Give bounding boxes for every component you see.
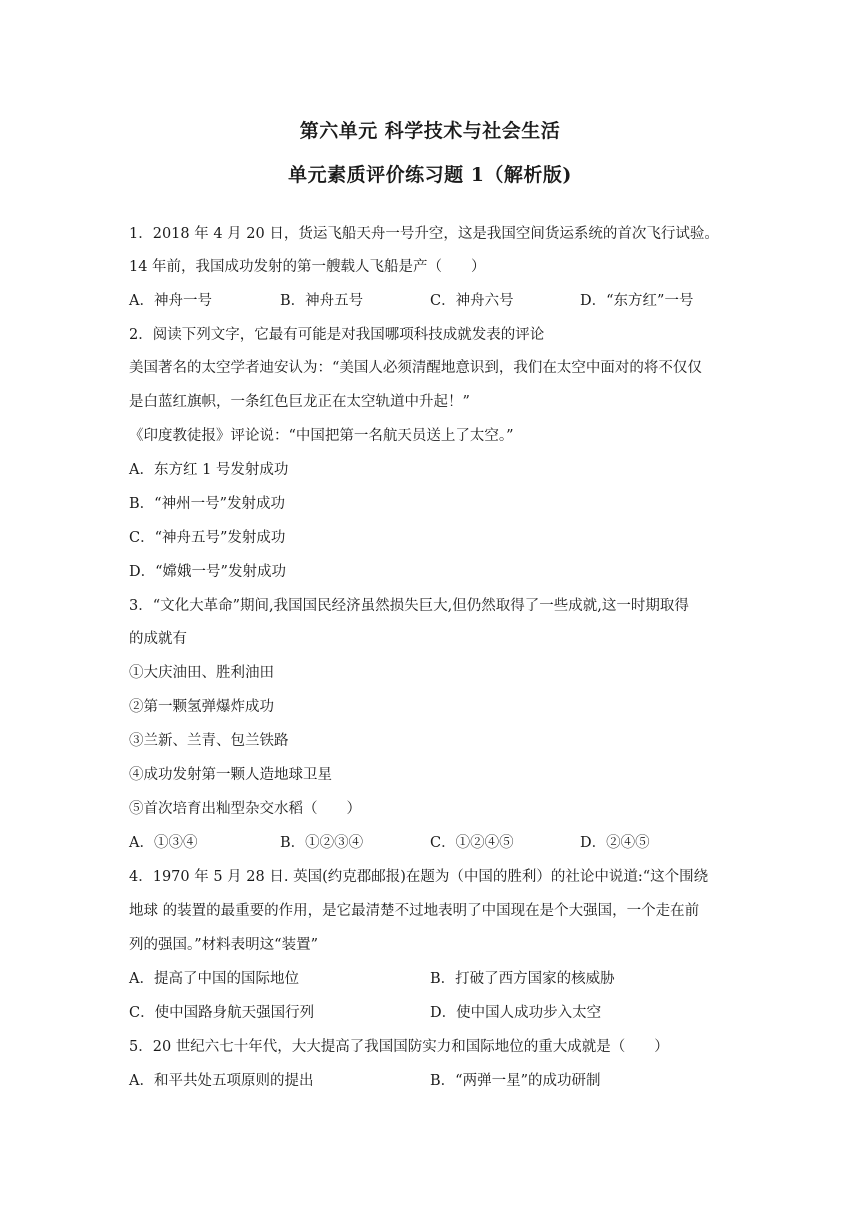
- q1-option-d: D．“东方红”一号: [580, 293, 694, 309]
- q3-option-d: D．②④⑤: [580, 835, 650, 851]
- q3-item-3: ③兰新、兰青、包兰铁路: [129, 733, 289, 749]
- q5-option-b: B．“两弹一星”的成功研制: [430, 1073, 601, 1089]
- q2-option-d: D．“嫦娥一号”发射成功: [129, 564, 286, 580]
- q2-quote-line-3: 《印度教徒报》评论说：“中国把第一名航天员送上了太空。”: [129, 428, 514, 444]
- q3-option-a: A．①③④: [129, 835, 198, 851]
- q5-option-a: A．和平共处五项原则的提出: [129, 1073, 314, 1089]
- q4-option-b: B．打破了西方国家的核威胁: [430, 971, 615, 987]
- q2-quote-line-2: 是白蓝红旗帜，一条红色巨龙正在太空轨道中升起！”: [129, 394, 470, 410]
- q3-stem-line-1: 3．“文化大革命”期间,我国国民经济虽然损失巨大,但仍然取得了一些成就,这一时期取得: [129, 598, 689, 614]
- q2-option-a: A．东方红 1 号发射成功: [129, 462, 289, 478]
- q3-item-1: ①大庆油田、胜利油田: [129, 665, 274, 681]
- q4-option-c: C．使中国路身航天强国行列: [129, 1005, 315, 1021]
- q4-stem-line-3: 列的强国。”材料表明这“装置”: [129, 937, 318, 953]
- q5-stem: 5．20 世纪六七十年代，大大提高了我国国防实力和国际地位的重大成就是（ ）: [129, 1039, 669, 1055]
- q4-option-d: D．使中国人成功步入太空: [430, 1005, 602, 1021]
- q2-quote-line-1: 美国著名的太空学者迪安认为：“美国人必须清醒地意识到，我们在太空中面对的将不仅仅: [129, 360, 702, 376]
- q1-option-c: C．神舟六号: [430, 293, 514, 309]
- q3-item-5: ⑤首次培育出籼型杂交水稻（ ）: [129, 801, 361, 817]
- page-title-line-2: 单元素质评价练习题 1（解析版): [288, 164, 572, 186]
- q2-option-b: B．“神州一号”发射成功: [129, 496, 285, 512]
- q3-item-4: ④成功发射第一颗人造地球卫星: [129, 767, 332, 783]
- q4-option-a: A．提高了中国的国际地位: [129, 971, 299, 987]
- q3-option-b: B．①②③④: [280, 835, 364, 851]
- q2-stem: 2．阅读下列文字，它最有可能是对我国哪项科技成就发表的评论: [129, 327, 545, 343]
- q4-stem-line-2: 地球 的装置的最重要的作用，是它最清楚不过地表明了中国现在是个大强国，一个走在前: [129, 903, 700, 919]
- q1-stem-line-2: 14 年前，我国成功发射的第一艘载人飞船是产（ ）: [129, 259, 486, 275]
- page-title-line-1: 第六单元 科学技术与社会生活: [299, 120, 561, 142]
- q3-item-2: ②第一颗氢弹爆炸成功: [129, 699, 274, 715]
- q3-stem-line-2: 的成就有: [129, 631, 187, 647]
- q2-option-c: C．“神舟五号”发射成功: [129, 530, 286, 546]
- q4-stem-line-1: 4．1970 年 5 月 28 日. 英国(约克郡邮报)在题为（中国的胜利）的社论中说道:“这个围绕: [129, 869, 709, 885]
- q1-stem-line-1: 1．2018 年 4 月 20 日，货运飞船天舟一号升空，这是我国空间货运系统的首次飞行试验。: [129, 226, 719, 242]
- q3-option-c: C．①②④⑤: [430, 835, 514, 851]
- q1-option-a: A．神舟一号: [129, 293, 212, 309]
- q1-option-b: B．神舟五号: [280, 293, 364, 309]
